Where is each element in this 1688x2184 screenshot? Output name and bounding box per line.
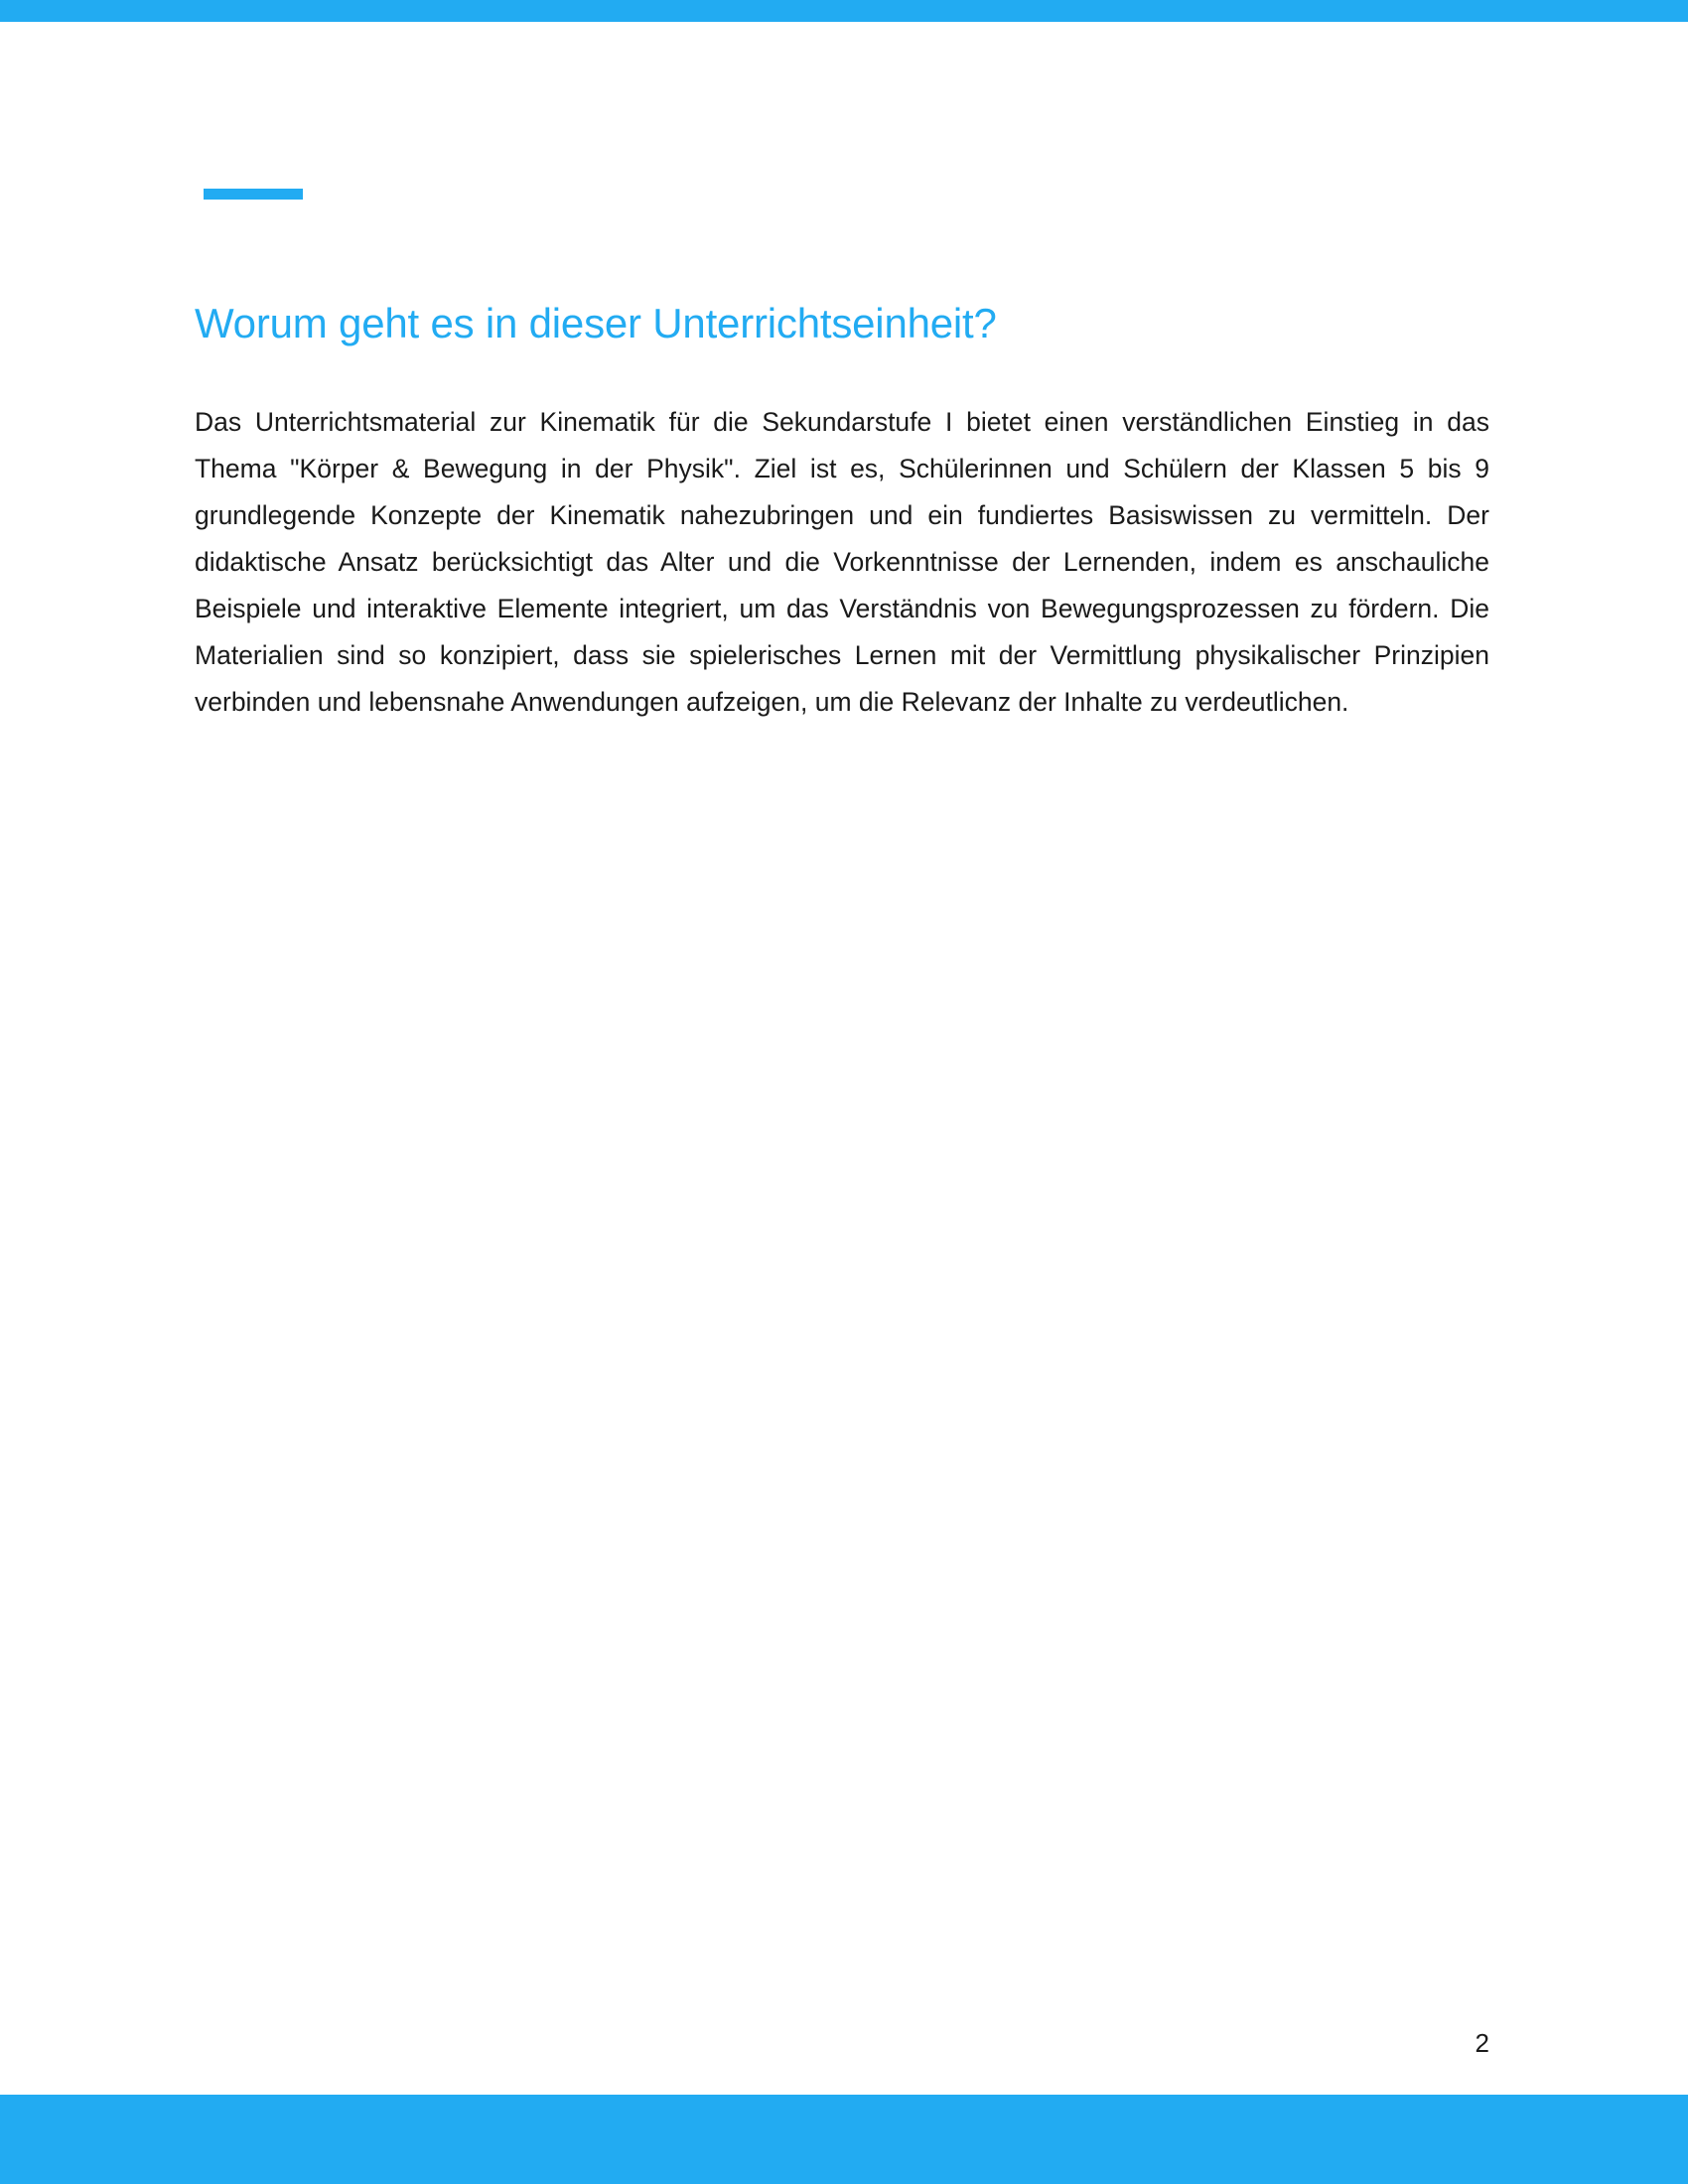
heading-accent-dash	[204, 189, 303, 200]
page-title: Worum geht es in dieser Unterrichtseinheit?	[195, 300, 997, 346]
top-accent-bar	[0, 0, 1688, 22]
page-number: 2	[1475, 2028, 1489, 2058]
section-paragraph: Das Unterrichtsmaterial zur Kinematik für die Sekundarstufe I bietet einen verständlichen Einstieg in das Thema "Körper & Bewegung in der Physik". Ziel ist es, Schülerinnen und Schülern der Klassen 5 bis 9 grundlegende Konzepte der Kinematik nahezubringen und ein fundiertes Basiswissen zu vermitteln. Der didaktische Ansatz berücksichtigt das Alter und die Vorkenntnisse der Lernenden, indem es anschauliche Beispiele und interaktive Elemente integriert, um das Verständnis von Bewegungsprozessen zu fördern. Die Materialien sind so konzipiert, dass sie spielerisches Lernen mit der Vermittlung physikalischer Prinzipien verbinden und lebensnahe Anwendungen aufzeigen, um die Relevanz der Inhalte zu verdeutlichen.	[195, 407, 1489, 717]
bottom-accent-bar	[0, 2095, 1688, 2184]
